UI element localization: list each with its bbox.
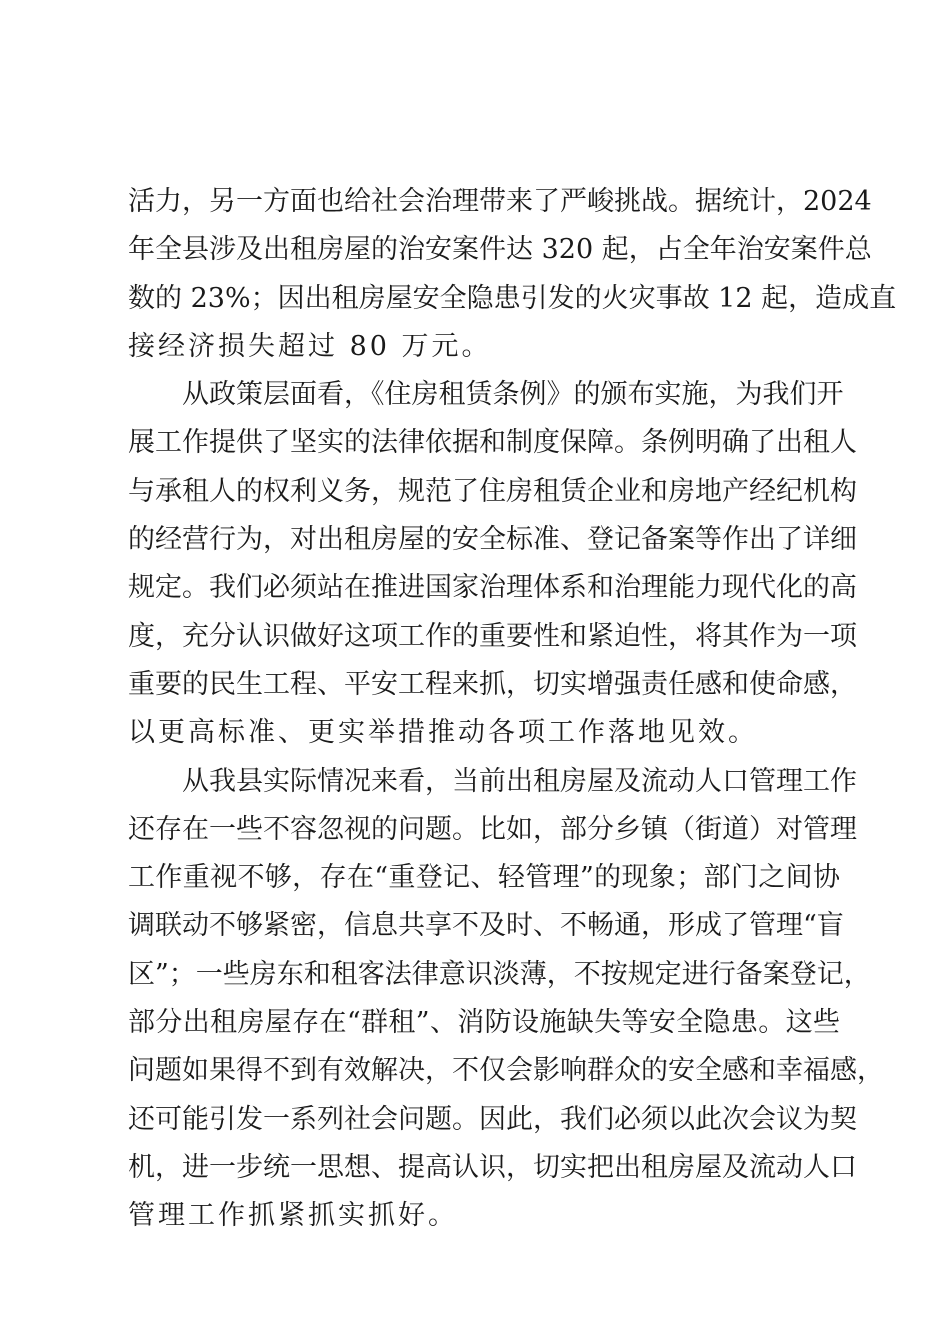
text-line: 的经营行为，对出租房屋的安全标准、登记备案等作出了详细 — [128, 524, 857, 556]
text-line: 调联动不够紧密，信息共享不及时、不畅通，形成了管理“盲 — [128, 910, 844, 942]
text-line: 工作重视不够，存在“重登记、轻管理”的现象；部门之间协 — [128, 862, 840, 894]
text-line: 区”；一些房东和租客法律意识淡薄，不按规定进行备案登记， — [128, 958, 871, 990]
text-line: 度，充分认识做好这项工作的重要性和紧迫性，将其作为一项 — [128, 620, 857, 652]
text-line: 从政策层面看，《住房租赁条例》的颁布实施，为我们开 — [182, 379, 844, 411]
text-line: 年全县涉及出租房屋的治安案件达 320 起，占全年治安案件总 — [128, 234, 872, 266]
text-line: 从我县实际情况来看，当前出租房屋及流动人口管理工作 — [182, 765, 857, 797]
text-line: 与承租人的权利义务，规范了住房租赁企业和房地产经纪机构 — [128, 475, 857, 507]
text-line: 数的 23%；因出租房屋安全隐患引发的火灾事故 12 起，造成直 — [128, 282, 897, 314]
text-line: 部分出租房屋存在“群租”、消防设施缺失等安全隐患。这些 — [128, 1007, 840, 1039]
text-line: 以更高标准、更实举措推动各项工作落地见效。 — [128, 717, 758, 749]
text-line: 还可能引发一系列社会问题。因此，我们必须以此次会议为契 — [128, 1103, 857, 1135]
paragraph — [128, 758, 884, 1241]
text-line: 规定。我们必须站在推进国家治理体系和治理能力现代化的高 — [128, 572, 857, 604]
text-line: 问题如果得不到有效解决，不仅会影响群众的安全感和幸福感， — [128, 1055, 884, 1087]
text-line: 活力，另一方面也给社会治理带来了严峻挑战。据统计，2024 — [128, 186, 872, 217]
document-body — [128, 178, 897, 1241]
text-line: 机，进一步统一思想、提高认识，切实把出租房屋及流动人口 — [128, 1151, 857, 1183]
text-line: 还存在一些不容忽视的问题。比如，部分乡镇（街道）对管理 — [128, 813, 857, 845]
text-line: 接经济损失超过 80 万元。 — [128, 330, 492, 362]
paragraph — [128, 178, 897, 371]
text-line: 展工作提供了坚实的法律依据和制度保障。条例明确了出租人 — [128, 427, 857, 459]
paragraph — [128, 371, 857, 757]
text-line: 管理工作抓紧抓实抓好。 — [128, 1200, 458, 1232]
text-line: 重要的民生工程、平安工程来抓，切实增强责任感和使命感， — [128, 668, 857, 700]
